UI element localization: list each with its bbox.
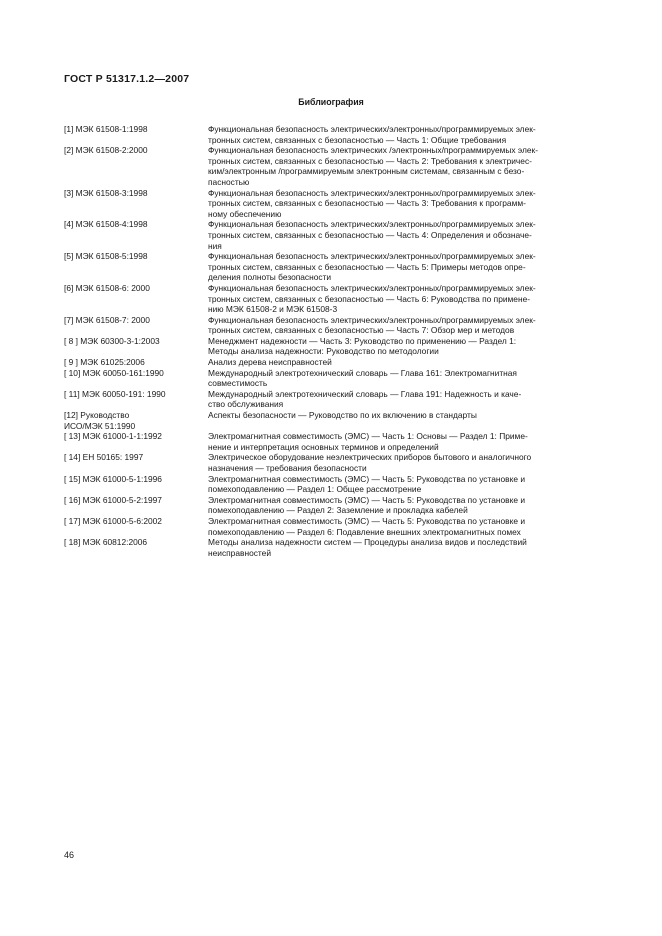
description-line: тронных систем, связанных с безопасностью — Часть 2: Требования к электричес- [208,155,532,166]
description-line: тронных систем, связанных с безопасностью — Часть 6: Руководства по примене- [208,293,531,304]
description-line: ния [208,240,222,251]
description-line: Анализ дерева неисправностей [208,357,332,368]
bibliography-entry [64,368,600,389]
entry-description [208,315,600,336]
description-line: Электромагнитная совместимость (ЭМС) — Часть 5: Руководства по установке и [208,515,526,526]
bibliography-entry [64,495,600,516]
description-line: пасностью [208,176,250,187]
description-line: Функциональная безопасность электрических/электронных/программируемых элек- [208,124,536,134]
entry-description [208,516,600,537]
description-line: Менеджмент надежности — Часть 3: Руководство по применению — Раздел 1: [208,335,517,346]
entry-reference: [7] МЭК 61508-7: 2000 [64,314,150,325]
entry-description [208,145,600,187]
section-title: Библиография [298,97,364,107]
entry-description [208,219,600,251]
bibliography-entry [64,124,600,145]
entry-reference: [ 17] МЭК 61000-5-6:2002 [64,515,162,526]
description-line: нию МЭК 61508-2 и МЭК 61508-3 [208,304,338,315]
description-line: Функциональная безопасность электрических/электронных/программируемых элек- [208,251,536,262]
bibliography-entry [64,251,600,283]
description-line: тронных систем, связанных с безопасностью — Часть 1: Общие требования [208,134,507,145]
bibliography-entry [64,357,600,368]
entry-reference: [ 16] МЭК 61000-5-2:1997 [64,494,162,505]
entry-reference: [12] Руководство ИСО/МЭК 51:1990 [64,410,136,431]
description-line: Электромагнитная совместимость (ЭМС) — Часть 5: Руководства по установке и [208,473,526,484]
description-line: тронных систем, связанных с безопасностью — Часть 7: Обзор мер и методов [208,325,515,336]
description-line: совместимость [208,378,268,389]
entry-description [208,495,600,516]
description-line: Функциональная безопасность электрических/электронных/программируемых элек- [208,219,536,230]
bibliography-entry [64,410,600,431]
description-line: Функциональная безопасность электрических /электронных/программируемых элек- [208,145,539,156]
description-line: ким/электронным /программируемым электронным системам, связанным с безо- [208,166,525,177]
description-line: тронных систем, связанных с безопасностью — Часть 3: Требования к программ- [208,198,526,209]
entry-reference: [ 8 ] МЭК 60300-3-1:2003 [64,335,160,346]
entry-description [208,283,600,315]
entry-description [208,431,600,452]
entry-reference: [ 9 ] МЭК 61025:2006 [64,357,145,368]
bibliography-entry [64,516,600,537]
entry-reference: [ 11] МЭК 60050-191: 1990 [64,388,166,399]
document-header: ГОСТ Р 51317.1.2—2007 [64,73,190,85]
description-line: Аспекты безопасности — Руководство по их включению в стандарты [208,410,477,421]
description-line: назначения — требования безопасности [208,463,367,473]
description-line: Функциональная безопасность электрических/электронных/программируемых элек- [208,187,536,198]
entry-reference: [4] МЭК 61508-4:1998 [64,219,148,230]
entry-description [208,452,600,473]
description-line: ному обеспечению [208,208,282,219]
description-line: неисправностей [208,547,271,558]
bibliography-entry [64,336,600,357]
entry-description [208,474,600,495]
description-line: Электрическое оборудование неэлектрических приборов бытового и аналогичного [208,452,532,463]
bibliography-entry [64,537,600,558]
entry-description [208,251,600,283]
description-line: нение и интерпретация основных терминов и определений [208,441,439,452]
entry-reference: [2] МЭК 61508-2:2000 [64,145,148,156]
entry-reference: [1] МЭК 61508-1:1998 [64,124,148,134]
bibliography-entry [64,452,600,473]
description-line: ство обслуживания [208,399,284,410]
bibliography-entry [64,188,600,220]
bibliography-list [64,124,600,558]
entry-description [208,368,600,389]
description-line: помехоподавлению — Раздел 6: Подавление внешних электромагнитных помех [208,526,521,537]
entry-description [208,537,600,558]
entry-description [208,410,600,431]
entry-description [208,389,600,410]
bibliography-entry [64,389,600,410]
bibliography-entry [64,431,600,452]
description-line: Функциональная безопасность электрических/электронных/программируемых элек- [208,282,536,293]
page-number: 46 [64,850,75,860]
description-line: Электромагнитная совместимость (ЭМС) — Часть 5: Руководства по установке и [208,494,526,505]
entry-description [208,124,600,145]
bibliography-entry [64,474,600,495]
description-line: Методы анализа надежности систем — Процедуры анализа видов и последствий [208,537,527,548]
description-line: помехоподавлению — Раздел 1: Общее рассмотрение [208,484,422,495]
entry-reference: [ 10] МЭК 60050-161:1990 [64,367,164,378]
entry-reference: [ 13] МЭК 61000-1-1:1992 [64,431,162,442]
description-line: Международный электротехнический словарь — Глава 161: Электромагнитная [208,367,517,378]
bibliography-entry [64,283,600,315]
description-line: Функциональная безопасность электрических/электронных/программируемых элек- [208,314,536,325]
entry-reference: [5] МЭК 61508-5:1998 [64,251,148,262]
description-line: Электромагнитная совместимость (ЭМС) — Часть 1: Основы — Раздел 1: Приме- [208,431,528,442]
bibliography-entry [64,315,600,336]
description-line: Международный электротехнический словарь — Глава 191: Надежность и каче- [208,388,522,399]
entry-description [208,188,600,220]
entry-reference: [ 15] МЭК 61000-5-1:1996 [64,473,162,484]
description-line: тронных систем, связанных с безопасностью — Часть 5: Примеры методов опре- [208,261,526,272]
entry-reference: [6] МЭК 61508-6: 2000 [64,282,150,293]
entry-reference: [ 14] ЕН 50165: 1997 [64,452,144,463]
description-line: деления полноты безопасности [208,272,332,283]
entry-description [208,357,600,368]
description-line: помехоподавлению — Раздел 2: Заземление и прокладка кабелей [208,505,468,516]
entry-reference: [ 18] МЭК 60812:2006 [64,537,148,548]
entry-description [208,336,600,357]
bibliography-entry [64,145,600,187]
description-line: тронных систем, связанных с безопасностью — Часть 4: Определения и обозначе- [208,229,532,240]
description-line: Методы анализа надежности: Руководство по методологии [208,346,439,357]
entry-reference: [3] МЭК 61508-3:1998 [64,187,148,198]
bibliography-entry [64,219,600,251]
